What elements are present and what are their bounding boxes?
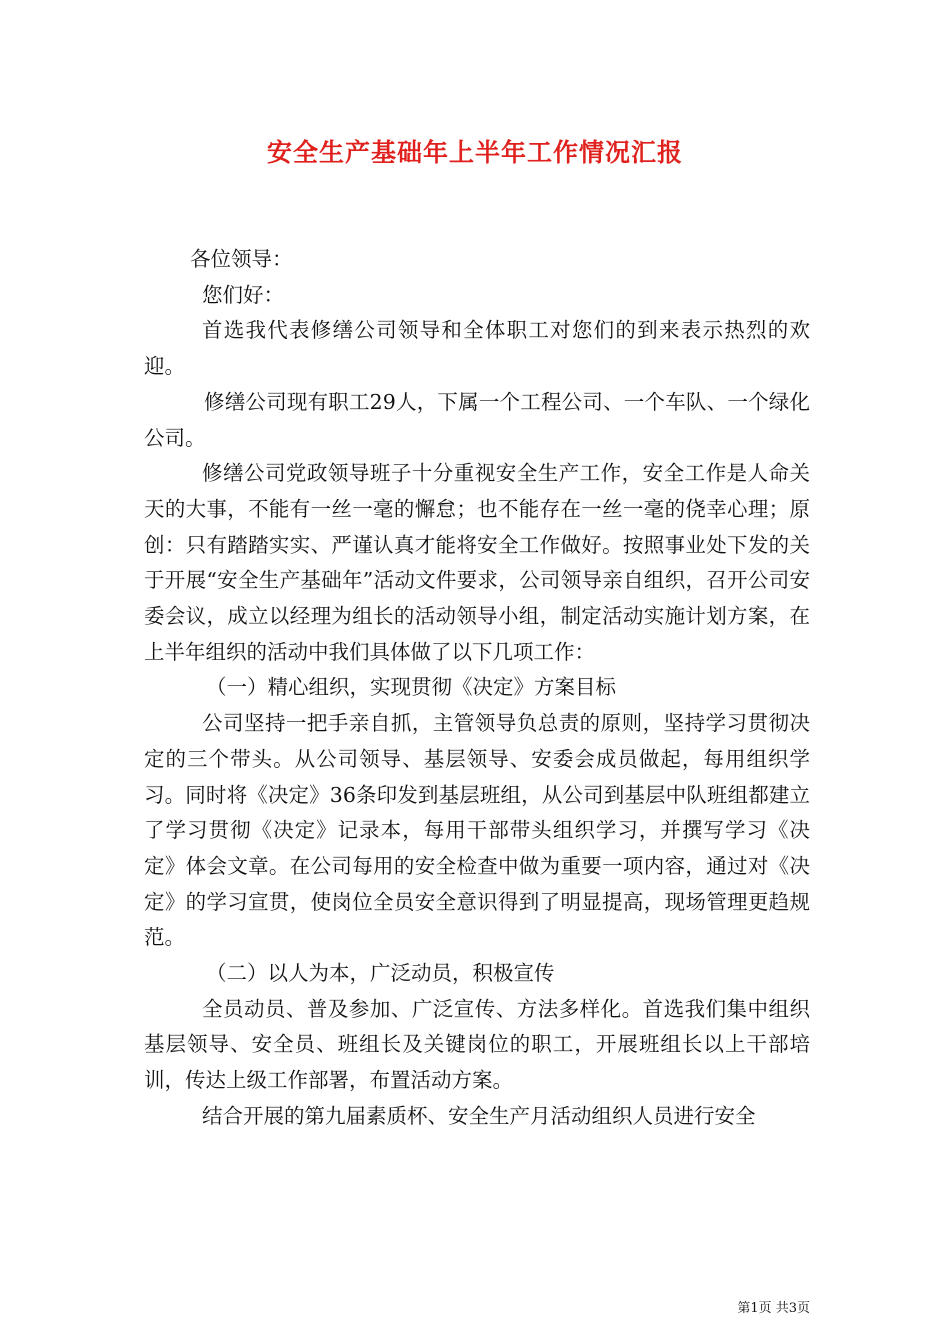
paragraph-staff: 修缮公司现有职工29人，下属一个工程公司、一个车队、一个绿化公司。	[144, 389, 810, 450]
section-heading-2: （二）以人为本，广泛动员，积极宣传	[206, 961, 555, 986]
salutation: 各位领导：	[190, 247, 293, 271]
paragraph-welcome: 首选我代表修缮公司领导和全体职工对您们的到来表示热烈的欢迎。	[144, 318, 810, 379]
document-body	[144, 242, 810, 1135]
paragraph-leadership: 修缮公司党政领导班子十分重视安全生产工作，安全工作是人命关天的大事，不能有一丝一毫的懈怠；也不能存在一丝一毫的侥幸心理；原创：只有踏踏实实、严谨认真才能将安全工作做好。按照事业处下发的关于开展“安全生产基础年”活动文件要求，公司领导亲自组织，召开公司安委会议，成立以经理为组长的活动领导小组，制定活动实施计划方案，在上半年组织的活动中我们具体做了以下几项工作：	[144, 461, 810, 664]
paragraph-mobilize: 全员动员、普及参加、广泛宣传、方法多样化。首选我们集中组织基层领导、安全员、班组长及关键岗位的职工，开展班组长以上干部培训，传达上级工作部署，布置活动方案。	[144, 996, 810, 1093]
paragraph-study: 公司坚持一把手亲自抓，主管领导负总责的原则，坚持学习贯彻决定的三个带头。从公司领导、基层领导、安委会成员做起，每用组织学习。同时将《决定》36条印发到基层班组，从公司到基层中队班组都建立了学习贯彻《决定》记录本，每用干部带头组织学习，并撰写学习《决定》体会文章。在公司每用的安全检查中做为重要一项内容，通过对《决定》的学习宣贯，使岗位全员安全意识得到了明显提高，现场管理更趋规范。	[144, 711, 810, 950]
paragraph-activities: 结合开展的第九届素质杯、安全生产月活动组织人员进行安全	[202, 1103, 756, 1128]
page-number: 第1页 共3页	[737, 1301, 810, 1316]
greeting: 您们好：	[202, 282, 284, 307]
document-title: 安全生产基础年上半年工作情况汇报	[266, 138, 683, 167]
section-heading-1: （一）精心组织，实现贯彻《决定》方案目标	[206, 675, 616, 700]
